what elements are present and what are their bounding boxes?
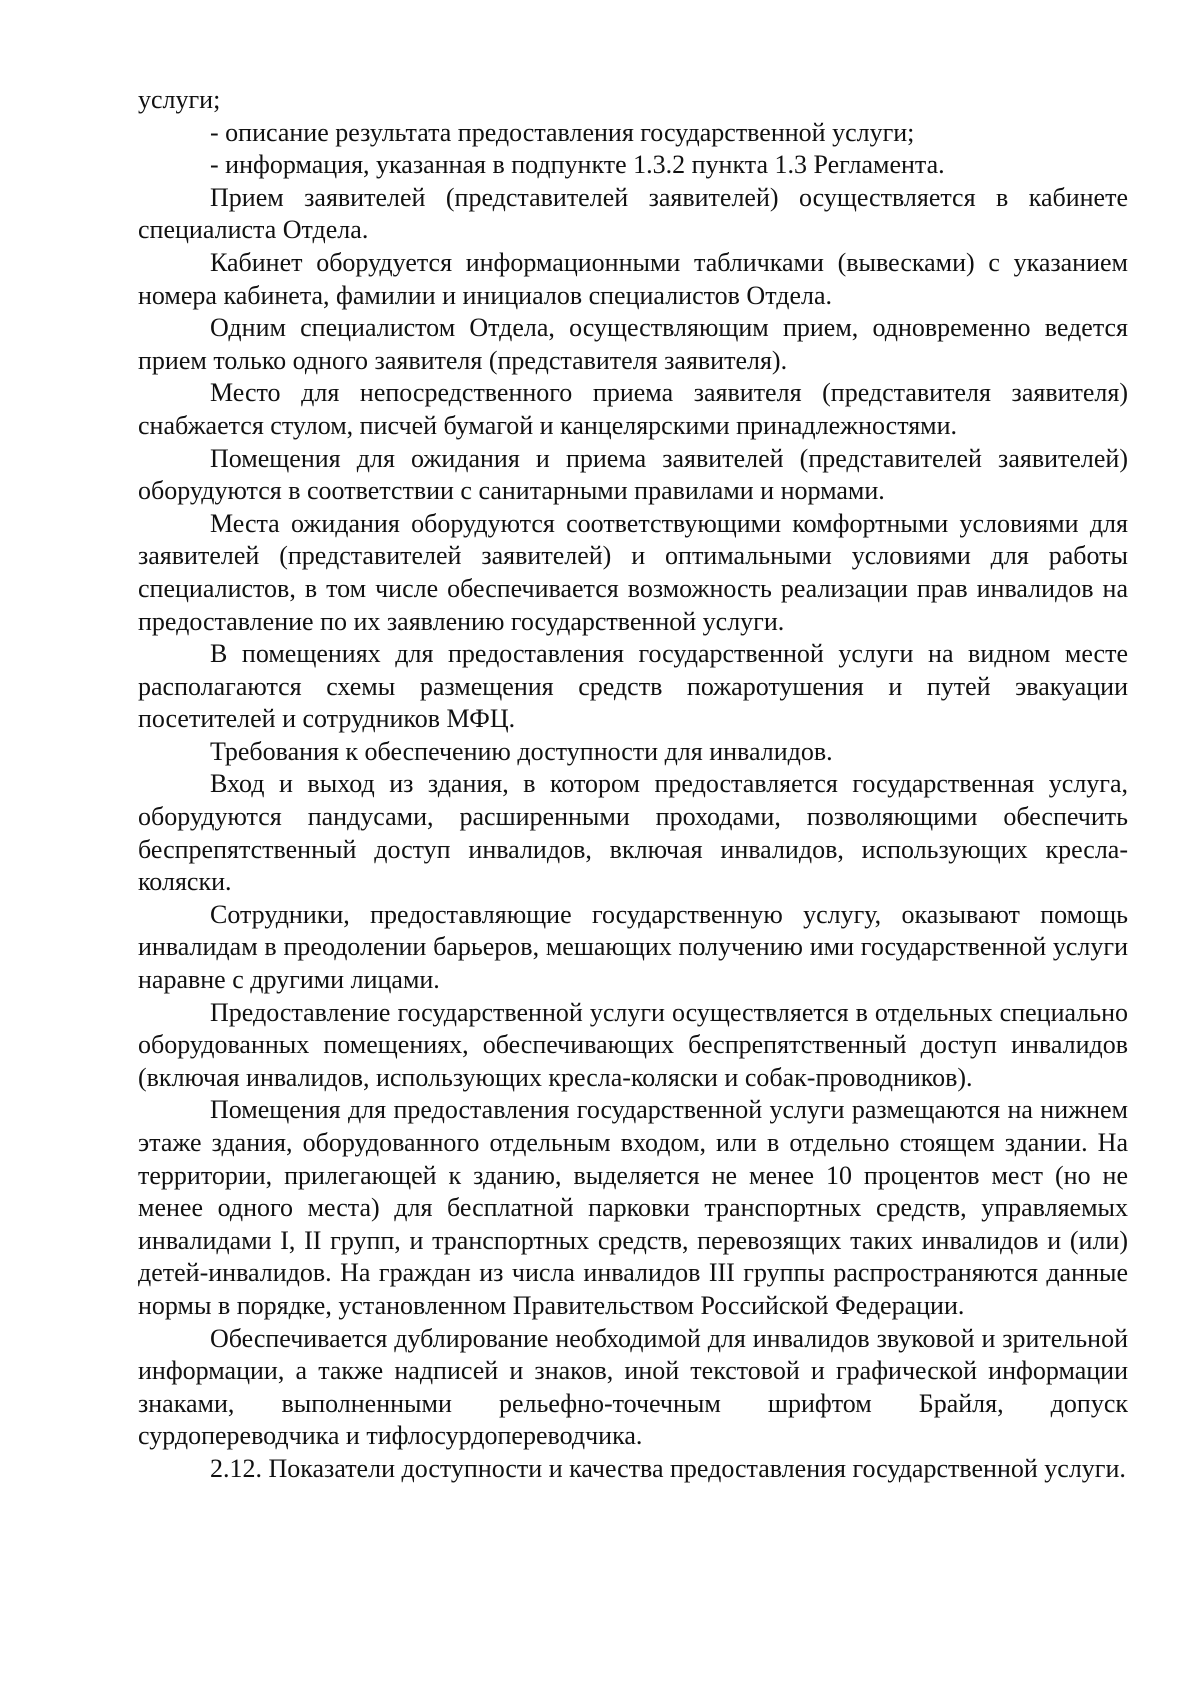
paragraph-info-subclause: - информация, указанная в подпункте 1.3.2 пункта 1.3 Регламента. bbox=[210, 150, 945, 180]
paragraph-reception-cabinet: Прием заявителей (представителей заявителей) осуществляется в кабинете специалиста Отдела. bbox=[138, 182, 1128, 245]
paragraph-entrance-ramps: Вход и выход из здания, в котором предоставляется государственная услуга, оборудуются пандусами, расширенными проходами, позволяющими обеспечить беспрепятственный доступ инвалидов, включая инвалидов, использующих кресла-коляски. bbox=[138, 769, 1128, 897]
paragraph-result-description: - описание результата предоставления государственной услуги; bbox=[210, 117, 915, 147]
paragraph-section-2-12: 2.12. Показатели доступности и качества предоставления государственной услуги. bbox=[210, 1453, 1126, 1483]
paragraph-reception-place: Место для непосредственного приема заявителя (представителя заявителя) снабжается стулом, писчей бумагой и канцелярскими принадлежностями. bbox=[138, 378, 1128, 440]
paragraph-evacuation-schemes: В помещениях для предоставления государственной услуги на видном месте располагаются схемы размещения средств пожаротушения и путей эвакуации посетителей и сотрудников МФЦ. bbox=[138, 639, 1128, 734]
paragraph-cabinet-signs: Кабинет оборудуется информационными табличками (вывесками) с указанием номера кабинета, фамилии и инициалов специалистов Отдела. bbox=[138, 247, 1128, 310]
paragraph-waiting-places: Места ожидания оборудуются соответствующими комфортными условиями для заявителей (представителей заявителей) и оптимальными условиями для работы специалистов, в том числе обеспечивается возможность реализации прав инвалидов на предоставление по их заявлению государственной услуги. bbox=[138, 508, 1128, 636]
paragraph-ground-floor-parking: Помещения для предоставления государственной услуги размещаются на нижнем этаже здания, оборудованного отдельным входом, или в отдельно стоящем здании. На территории, прилегающей к зданию, выделяется не менее 10 процентов мест (но не менее одного места) для бесплатной парковки транспортных средств, управляемых инвалидами I, II групп, и транспортных средств, перевозящих таких инвалидов и (или) детей-инвалидов. На граждан из числа инвалидов III группы распространяются данные нормы в порядке, установленном Правительством Российской Федерации. bbox=[138, 1095, 1128, 1320]
paragraph-premises-sanitary: Помещения для ожидания и приема заявителей (представителей заявителей) оборудуются в соответствии с санитарными правилами и нормами. bbox=[138, 443, 1128, 506]
paragraph-braille-duplication: Обеспечивается дублирование необходимой для инвалидов звуковой и зрительной информации, а также надписей и знаков, иной текстовой и графической информации знаками, выполненными рельефно-точечным шрифтом Брайля, допуск сурдопереводчика и тифлосурдопереводчика. bbox=[138, 1323, 1128, 1451]
paragraph-single-applicant: Одним специалистом Отдела, осуществляющим прием, одновременно ведется прием только одного заявителя (представителя заявителя). bbox=[138, 313, 1128, 375]
paragraph-staff-assistance: Сотрудники, предоставляющие государственную услугу, оказывают помощь инвалидам в преодолении барьеров, мешающих получению ими государственной услуги наравне с другими лицами. bbox=[138, 899, 1128, 995]
paragraph-accessibility-requirements: Требования к обеспечению доступности для инвалидов. bbox=[210, 736, 833, 766]
paragraph-uslugi-continuation: услуги; bbox=[138, 85, 221, 114]
paragraph-equipped-premises: Предоставление государственной услуги осуществляется в отдельных специально оборудованных помещениях, обеспечивающих беспрепятственный доступ инвалидов (включая инвалидов, использующих кресла-коляски и собак-проводников). bbox=[138, 997, 1128, 1092]
document-page bbox=[138, 84, 1128, 1486]
